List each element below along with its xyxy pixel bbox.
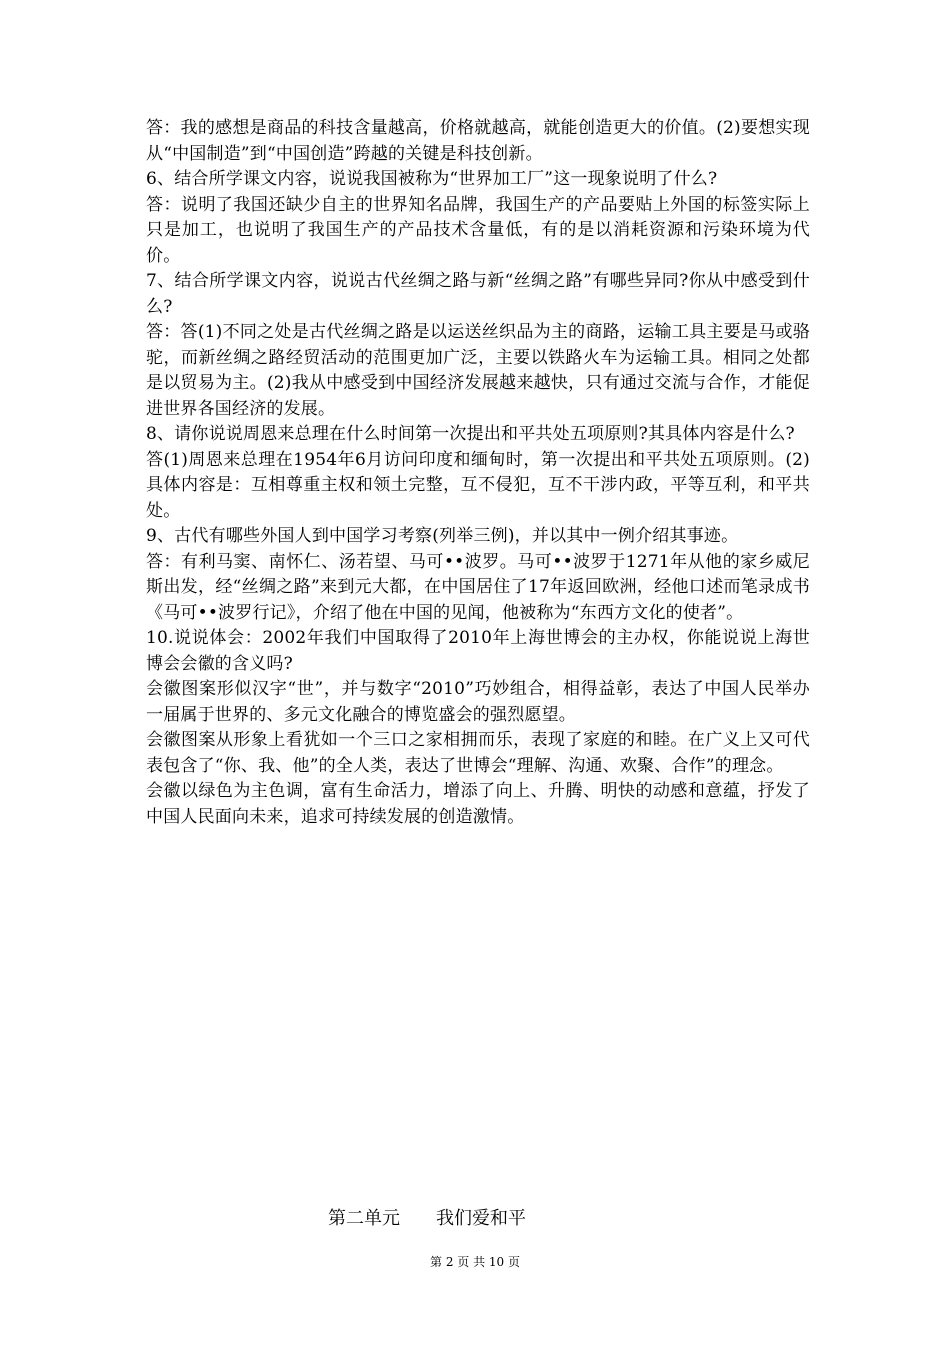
question-8: 8、请你说说周恩来总理在什么时间第一次提出和平共处五项原则?其具体内容是什么? bbox=[146, 424, 795, 444]
answer-paragraph: 答：我的感想是商品的科技含量越高，价格就越高，就能创造更大的价值。(2)要想实现从“中国制造”到“中国创造”跨越的关键是科技创新。 bbox=[146, 118, 810, 164]
page-footer: 第 2 页 共 10 页 bbox=[430, 1255, 520, 1269]
unit-title: 第二单元 我们爱和平 bbox=[328, 1208, 526, 1229]
question-9: 9、古代有哪些外国人到中国学习考察(列举三例)，并以其中一例介绍其事迹。 bbox=[146, 526, 739, 546]
answer-8: 答(1)周恩来总理在1954年6月访问印度和缅甸时，第一次提出和平共处五项原则。(2)具体内容是：互相尊重主权和领土完整，互不侵犯，互不干涉内政，平等互利，和平共处。 bbox=[146, 449, 810, 521]
document-body bbox=[146, 116, 810, 830]
answer-7: 答：答(1)不同之处是古代丝绸之路是以运送丝织品为主的商路，运输工具主要是马或骆驼，而新丝绸之路经贸活动的范围更加广泛，主要以铁路火车为运输工具。相同之处都是以贸易为主。(2)我从中感受到中国经济发展越来越快，只有通过交流与合作，才能促进世界各国经济的发展。 bbox=[146, 322, 810, 419]
answer-9: 答：有利马窦、南怀仁、汤若望、马可••波罗。马可••波罗于1271年从他的家乡威尼斯出发，经“丝绸之路”来到元大都，在中国居住了17年返回欧洲，经他口述而笔录成书《马可••波罗行记》，介绍了他在中国的见闻，他被称为“东西方文化的使者”。 bbox=[146, 551, 810, 623]
answer-10-part-1: 会徽图案形似汉字“世”，并与数字“2010”巧妙组合，相得益彰，表达了中国人民举办一届属于世界的、多元文化融合的博览盛会的强烈愿望。 bbox=[146, 679, 810, 725]
question-10: 10.说说体会：2002年我们中国取得了2010年上海世博会的主办权，你能说说上海世博会会徽的含义吗? bbox=[146, 628, 810, 674]
answer-10-part-2: 会徽图案从形象上看犹如一个三口之家相拥而乐，表现了家庭的和睦。在广义上又可代表包含了“你、我、他”的全人类，表达了世博会“理解、沟通、欢聚、合作”的理念。 bbox=[146, 730, 810, 776]
answer-10-part-3: 会徽以绿色为主色调，富有生命活力，增添了向上、升腾、明快的动感和意蕴，抒发了中国人民面向未来，追求可持续发展的创造激情。 bbox=[146, 781, 810, 827]
answer-6: 答：说明了我国还缺少自主的世界知名品牌，我国生产的产品要贴上外国的标签实际上只是加工，也说明了我国生产的产品技术含量低，有的是以消耗资源和污染环境为代价。 bbox=[146, 194, 810, 266]
question-6: 6、结合所学课文内容，说说我国被称为“世界加工厂”这一现象说明了什么? bbox=[146, 169, 718, 189]
question-7: 7、结合所学课文内容，说说古代丝绸之路与新“丝绸之路”有哪些异同?你从中感受到什么? bbox=[146, 271, 810, 317]
